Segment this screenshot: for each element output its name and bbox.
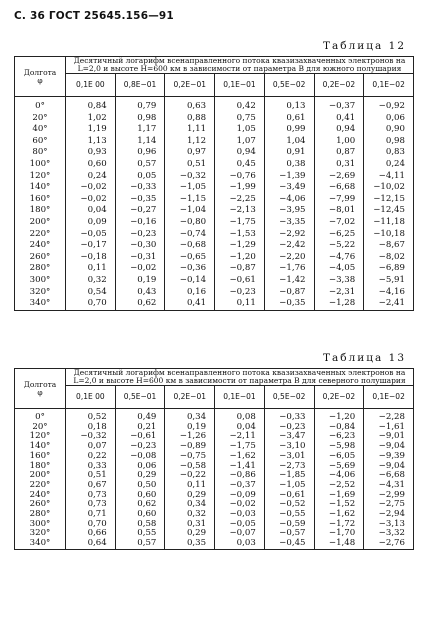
value-cell: 0,11 xyxy=(165,481,215,491)
value-cell: −9,04 xyxy=(364,462,414,472)
column-header: 0,5E−02 xyxy=(264,386,314,409)
value-cell: −0,35 xyxy=(264,298,314,310)
value-cell: 0,38 xyxy=(264,159,314,171)
value-cell: 0,41 xyxy=(165,298,215,310)
longitude-cell: 0° xyxy=(15,97,66,113)
value-cell: 0,52 xyxy=(66,409,116,423)
longitude-cell: 300° xyxy=(15,275,66,287)
value-cell: 0,90 xyxy=(364,124,414,136)
column-header: 0,2E−02 xyxy=(314,386,364,409)
value-cell: −0,74 xyxy=(165,229,215,241)
value-cell: −1,52 xyxy=(314,500,364,510)
value-cell: −1,28 xyxy=(314,298,364,310)
value-cell: −0,36 xyxy=(165,263,215,275)
value-cell: 0,57 xyxy=(115,539,165,549)
longitude-cell: 320° xyxy=(15,529,66,539)
value-cell: 0,16 xyxy=(165,287,215,299)
value-cell: 0,70 xyxy=(66,520,116,530)
longitude-cell: 340° xyxy=(15,298,66,310)
value-cell: 0,73 xyxy=(66,500,116,510)
value-cell: 0,87 xyxy=(314,147,364,159)
value-cell: −0,02 xyxy=(215,500,265,510)
value-cell: −12,15 xyxy=(364,194,414,206)
value-cell: 0,04 xyxy=(66,205,116,217)
value-cell: 1,07 xyxy=(215,136,265,148)
value-cell: −10,18 xyxy=(364,229,414,241)
value-cell: −0,07 xyxy=(215,529,265,539)
value-cell: 0,51 xyxy=(165,159,215,171)
longitude-cell: 300° xyxy=(15,520,66,530)
value-cell: 0,62 xyxy=(115,500,165,510)
value-cell: −7,02 xyxy=(314,217,364,229)
value-cell: −0,23 xyxy=(264,423,314,433)
value-cell: −0,37 xyxy=(215,481,265,491)
value-cell: 1,05 xyxy=(215,124,265,136)
value-cell: −1,61 xyxy=(364,423,414,433)
value-cell: −1,29 xyxy=(215,240,265,252)
value-cell: −1,62 xyxy=(215,452,265,462)
value-cell: −5,98 xyxy=(314,442,364,452)
value-cell: 0,84 xyxy=(66,97,116,113)
value-cell: −2,99 xyxy=(364,491,414,501)
longitude-cell: 80° xyxy=(15,147,66,159)
value-cell: 0,21 xyxy=(115,423,165,433)
value-cell: 0,67 xyxy=(66,481,116,491)
table-13 xyxy=(14,368,414,550)
longitude-cell: 240° xyxy=(15,240,66,252)
column-header: 0,1E−02 xyxy=(364,74,414,97)
longitude-cell: 40° xyxy=(15,124,66,136)
value-cell: −0,05 xyxy=(66,229,116,241)
value-cell: 0,32 xyxy=(165,510,215,520)
value-cell: 0,54 xyxy=(66,287,116,299)
value-cell: 0,60 xyxy=(115,491,165,501)
value-cell: 0,13 xyxy=(264,97,314,113)
value-cell: −2,73 xyxy=(264,462,314,472)
longitude-cell: 20° xyxy=(15,423,66,433)
value-cell: 0,70 xyxy=(66,298,116,310)
value-cell: −3,35 xyxy=(264,217,314,229)
value-cell: −3,95 xyxy=(264,205,314,217)
table-row xyxy=(15,124,414,136)
longitude-cell: 320° xyxy=(15,287,66,299)
value-cell: 0,06 xyxy=(364,113,414,125)
value-cell: 0,29 xyxy=(115,471,165,481)
value-cell: −0,65 xyxy=(165,252,215,264)
value-cell: −1,72 xyxy=(314,520,364,530)
column-header: 0,2E−01 xyxy=(165,74,215,97)
value-cell: −5,22 xyxy=(314,240,364,252)
value-cell: 0,06 xyxy=(115,462,165,472)
value-cell: 1,00 xyxy=(314,136,364,148)
value-cell: −0,59 xyxy=(264,520,314,530)
table-row xyxy=(15,229,414,241)
value-cell: −3,49 xyxy=(264,182,314,194)
value-cell: −0,02 xyxy=(66,194,116,206)
longitude-cell: 280° xyxy=(15,510,66,520)
longitude-cell: 180° xyxy=(15,462,66,472)
value-cell: −1,48 xyxy=(314,539,364,549)
table-row xyxy=(15,194,414,206)
value-cell: −2,31 xyxy=(314,287,364,299)
value-cell: −1,41 xyxy=(215,462,265,472)
value-cell: −1,75 xyxy=(215,442,265,452)
value-cell: −1,05 xyxy=(264,481,314,491)
value-cell: 1,04 xyxy=(264,136,314,148)
value-cell: −2,11 xyxy=(215,432,265,442)
value-cell: −0,09 xyxy=(215,491,265,501)
value-cell: −1,39 xyxy=(264,171,314,183)
value-cell: −0,33 xyxy=(115,182,165,194)
value-cell: 0,42 xyxy=(215,97,265,113)
value-cell: −6,68 xyxy=(364,471,414,481)
value-cell: −0,76 xyxy=(215,171,265,183)
value-cell: −0,32 xyxy=(66,432,116,442)
value-cell: −0,87 xyxy=(264,287,314,299)
value-cell: −8,02 xyxy=(364,252,414,264)
value-cell: −1,20 xyxy=(215,252,265,264)
value-cell: −11,18 xyxy=(364,217,414,229)
value-cell: 0,71 xyxy=(66,510,116,520)
value-cell: 0,64 xyxy=(66,539,116,549)
table-row xyxy=(15,159,414,171)
value-cell: 0,45 xyxy=(215,159,265,171)
longitude-cell: 260° xyxy=(15,500,66,510)
value-cell: −2,52 xyxy=(314,481,364,491)
value-cell: 0,08 xyxy=(215,409,265,423)
longitude-cell: 220° xyxy=(15,481,66,491)
value-cell: −0,31 xyxy=(115,252,165,264)
table-row xyxy=(15,298,414,310)
longitude-cell: 340° xyxy=(15,539,66,549)
value-cell: 0,43 xyxy=(115,287,165,299)
value-cell: 0,98 xyxy=(364,136,414,148)
value-cell: −0,61 xyxy=(215,275,265,287)
value-cell: 0,03 xyxy=(215,539,265,549)
value-cell: 0,18 xyxy=(66,423,116,433)
value-cell: 0,55 xyxy=(115,529,165,539)
value-cell: 0,96 xyxy=(115,147,165,159)
value-cell: 0,33 xyxy=(66,462,116,472)
value-cell: −1,69 xyxy=(314,491,364,501)
value-cell: 0,94 xyxy=(314,124,364,136)
table-row xyxy=(15,409,414,423)
value-cell: −1,04 xyxy=(165,205,215,217)
value-cell: −8,01 xyxy=(314,205,364,217)
value-cell: −4,05 xyxy=(314,263,364,275)
value-cell: 0,24 xyxy=(66,171,116,183)
value-cell: −0,61 xyxy=(115,432,165,442)
longitude-cell: 180° xyxy=(15,205,66,217)
value-cell: −4,31 xyxy=(364,481,414,491)
column-header: 0,5E−01 xyxy=(115,386,165,409)
longitude-cell: 120° xyxy=(15,432,66,442)
table-row xyxy=(15,252,414,264)
longitude-header: Долгота φ xyxy=(15,369,66,409)
value-cell: −7,99 xyxy=(314,194,364,206)
value-cell: 0,19 xyxy=(165,423,215,433)
longitude-cell: 220° xyxy=(15,229,66,241)
value-cell: 0,99 xyxy=(264,124,314,136)
longitude-cell: 200° xyxy=(15,471,66,481)
value-cell: 0,34 xyxy=(165,500,215,510)
value-cell: −0,23 xyxy=(115,229,165,241)
longitude-cell: 160° xyxy=(15,452,66,462)
value-cell: −0,35 xyxy=(115,194,165,206)
column-header: 0,5E−02 xyxy=(264,74,314,97)
value-cell: 1,13 xyxy=(66,136,116,148)
value-cell: −2,20 xyxy=(264,252,314,264)
table-row xyxy=(15,217,414,229)
value-cell: −0,75 xyxy=(165,452,215,462)
value-cell: −0,68 xyxy=(165,240,215,252)
value-cell: 0,79 xyxy=(115,97,165,113)
value-cell: −1,99 xyxy=(215,182,265,194)
value-cell: 0,11 xyxy=(66,263,116,275)
value-cell: −1,76 xyxy=(264,263,314,275)
value-cell: −0,05 xyxy=(215,520,265,530)
value-cell: −0,14 xyxy=(165,275,215,287)
table-row xyxy=(15,182,414,194)
value-cell: −0,16 xyxy=(115,217,165,229)
value-cell: −10,02 xyxy=(364,182,414,194)
value-cell: −3,01 xyxy=(264,452,314,462)
value-cell: −0,84 xyxy=(314,423,364,433)
table-row xyxy=(15,240,414,252)
longitude-cell: 60° xyxy=(15,136,66,148)
value-cell: −0,58 xyxy=(165,462,215,472)
value-cell: −0,37 xyxy=(314,97,364,113)
value-cell: 0,63 xyxy=(165,97,215,113)
table-row xyxy=(15,147,414,159)
value-cell: −0,22 xyxy=(165,471,215,481)
longitude-header: Долгота φ xyxy=(15,57,66,97)
value-cell: −1,26 xyxy=(165,432,215,442)
value-cell: −4,16 xyxy=(364,287,414,299)
value-cell: −1,20 xyxy=(314,409,364,423)
value-cell: −5,91 xyxy=(364,275,414,287)
table-row xyxy=(15,275,414,287)
value-cell: −0,89 xyxy=(165,442,215,452)
table-row xyxy=(15,171,414,183)
value-cell: −3,32 xyxy=(364,529,414,539)
longitude-cell: 200° xyxy=(15,217,66,229)
value-cell: −0,02 xyxy=(66,182,116,194)
value-cell: −2,13 xyxy=(215,205,265,217)
table-12 xyxy=(14,56,414,311)
longitude-cell: 20° xyxy=(15,113,66,125)
value-cell: −9,04 xyxy=(364,442,414,452)
column-header: 0,1E−02 xyxy=(364,386,414,409)
longitude-cell: 140° xyxy=(15,442,66,452)
value-cell: −0,08 xyxy=(115,452,165,462)
value-cell: −0,33 xyxy=(264,409,314,423)
value-cell: −3,10 xyxy=(264,442,314,452)
value-cell: −4,11 xyxy=(364,171,414,183)
value-cell: −2,69 xyxy=(314,171,364,183)
table-row xyxy=(15,113,414,125)
value-cell: −6,23 xyxy=(314,432,364,442)
value-cell: −3,13 xyxy=(364,520,414,530)
table-caption: Десятичный логарифм всенаправленного потока квазизахваченных электронов на L=2,0 и высоте H=600 км в зависимости от параметра B для южного полушария xyxy=(66,57,414,74)
value-cell: −0,52 xyxy=(264,500,314,510)
column-header: 0,8E−01 xyxy=(115,74,165,97)
value-cell: −0,17 xyxy=(66,240,116,252)
value-cell: 0,94 xyxy=(215,147,265,159)
value-cell: 0,19 xyxy=(115,275,165,287)
value-cell: −9,39 xyxy=(364,452,414,462)
value-cell: −0,92 xyxy=(364,97,414,113)
value-cell: 0,49 xyxy=(115,409,165,423)
value-cell: −0,23 xyxy=(215,287,265,299)
longitude-cell: 140° xyxy=(15,182,66,194)
value-cell: 0,50 xyxy=(115,481,165,491)
table-row xyxy=(15,263,414,275)
value-cell: −1,62 xyxy=(314,510,364,520)
value-cell: 0,35 xyxy=(165,539,215,549)
value-cell: −0,23 xyxy=(115,442,165,452)
value-cell: −0,80 xyxy=(165,217,215,229)
value-cell: 0,31 xyxy=(165,520,215,530)
value-cell: −2,25 xyxy=(215,194,265,206)
value-cell: 0,73 xyxy=(66,491,116,501)
value-cell: 0,22 xyxy=(66,452,116,462)
value-cell: 0,32 xyxy=(66,275,116,287)
value-cell: 0,88 xyxy=(165,113,215,125)
page-header: С. 36 ГОСТ 25645.156—91 xyxy=(14,10,174,22)
value-cell: −3,38 xyxy=(314,275,364,287)
value-cell: −3,47 xyxy=(264,432,314,442)
value-cell: 1,14 xyxy=(115,136,165,148)
value-cell: 0,07 xyxy=(66,442,116,452)
longitude-cell: 280° xyxy=(15,263,66,275)
value-cell: −0,57 xyxy=(264,529,314,539)
value-cell: 0,57 xyxy=(115,159,165,171)
value-cell: −6,68 xyxy=(314,182,364,194)
column-header: 0,2E−02 xyxy=(314,74,364,97)
table-13-title: Таблица 13 xyxy=(323,352,406,364)
value-cell: −2,75 xyxy=(364,500,414,510)
table-12-title: Таблица 12 xyxy=(323,40,406,52)
value-cell: 0,24 xyxy=(364,159,414,171)
value-cell: 0,05 xyxy=(115,171,165,183)
value-cell: −0,03 xyxy=(215,510,265,520)
value-cell: 0,75 xyxy=(215,113,265,125)
table-row xyxy=(15,287,414,299)
value-cell: −0,55 xyxy=(264,510,314,520)
column-header: 0,1E−01 xyxy=(215,386,265,409)
value-cell: −9,01 xyxy=(364,432,414,442)
value-cell: −5,69 xyxy=(314,462,364,472)
value-cell: −6,89 xyxy=(364,263,414,275)
value-cell: −1,05 xyxy=(165,182,215,194)
longitude-cell: 160° xyxy=(15,194,66,206)
value-cell: 0,11 xyxy=(215,298,265,310)
value-cell: −1,70 xyxy=(314,529,364,539)
value-cell: −1,53 xyxy=(215,229,265,241)
value-cell: 0,41 xyxy=(314,113,364,125)
value-cell: −2,28 xyxy=(364,409,414,423)
value-cell: −4,06 xyxy=(264,194,314,206)
table-row xyxy=(15,97,414,113)
value-cell: −6,05 xyxy=(314,452,364,462)
table-row xyxy=(15,539,414,549)
value-cell: 0,97 xyxy=(165,147,215,159)
value-cell: −0,02 xyxy=(115,263,165,275)
column-header: 0,1E 00 xyxy=(66,74,116,97)
value-cell: 1,02 xyxy=(66,113,116,125)
value-cell: −8,67 xyxy=(364,240,414,252)
value-cell: 0,98 xyxy=(115,113,165,125)
value-cell: 0,62 xyxy=(115,298,165,310)
value-cell: 1,17 xyxy=(115,124,165,136)
value-cell: −1,42 xyxy=(264,275,314,287)
value-cell: 0,60 xyxy=(115,510,165,520)
longitude-cell: 100° xyxy=(15,159,66,171)
value-cell: −12,45 xyxy=(364,205,414,217)
value-cell: −1,85 xyxy=(264,471,314,481)
longitude-cell: 260° xyxy=(15,252,66,264)
value-cell: 1,12 xyxy=(165,136,215,148)
value-cell: −0,18 xyxy=(66,252,116,264)
value-cell: 0,60 xyxy=(66,159,116,171)
longitude-cell: 240° xyxy=(15,491,66,501)
column-header: 0,1E−01 xyxy=(215,74,265,97)
value-cell: 0,93 xyxy=(66,147,116,159)
longitude-cell: 0° xyxy=(15,409,66,423)
value-cell: −0,61 xyxy=(264,491,314,501)
value-cell: −1,15 xyxy=(165,194,215,206)
table-caption: Десятичный логарифм всенаправленного потока квазизахваченных электронов на L=2,0 и высоте H=600 км в зависимости от параметра B для северного полушария xyxy=(66,369,414,386)
value-cell: 0,09 xyxy=(66,217,116,229)
value-cell: 1,19 xyxy=(66,124,116,136)
value-cell: 0,66 xyxy=(66,529,116,539)
value-cell: −0,27 xyxy=(115,205,165,217)
column-header: 0,2E−01 xyxy=(165,386,215,409)
table-row xyxy=(15,205,414,217)
value-cell: −2,76 xyxy=(364,539,414,549)
value-cell: 0,58 xyxy=(115,520,165,530)
value-cell: −2,41 xyxy=(364,298,414,310)
value-cell: 1,11 xyxy=(165,124,215,136)
value-cell: −0,30 xyxy=(115,240,165,252)
column-header: 0,1E 00 xyxy=(66,386,116,409)
value-cell: −2,42 xyxy=(264,240,314,252)
value-cell: −0,87 xyxy=(215,263,265,275)
value-cell: 0,83 xyxy=(364,147,414,159)
value-cell: 0,04 xyxy=(215,423,265,433)
value-cell: 0,34 xyxy=(165,409,215,423)
value-cell: 0,29 xyxy=(165,529,215,539)
value-cell: 0,91 xyxy=(264,147,314,159)
value-cell: 0,61 xyxy=(264,113,314,125)
value-cell: 0,29 xyxy=(165,491,215,501)
table-row xyxy=(15,136,414,148)
value-cell: −4,76 xyxy=(314,252,364,264)
longitude-cell: 120° xyxy=(15,171,66,183)
value-cell: −1,75 xyxy=(215,217,265,229)
value-cell: −6,25 xyxy=(314,229,364,241)
value-cell: −2,92 xyxy=(264,229,314,241)
value-cell: −2,94 xyxy=(364,510,414,520)
value-cell: −0,86 xyxy=(215,471,265,481)
value-cell: −0,32 xyxy=(165,171,215,183)
value-cell: 0,51 xyxy=(66,471,116,481)
value-cell: 0,31 xyxy=(314,159,364,171)
value-cell: −0,45 xyxy=(264,539,314,549)
value-cell: −4,06 xyxy=(314,471,364,481)
